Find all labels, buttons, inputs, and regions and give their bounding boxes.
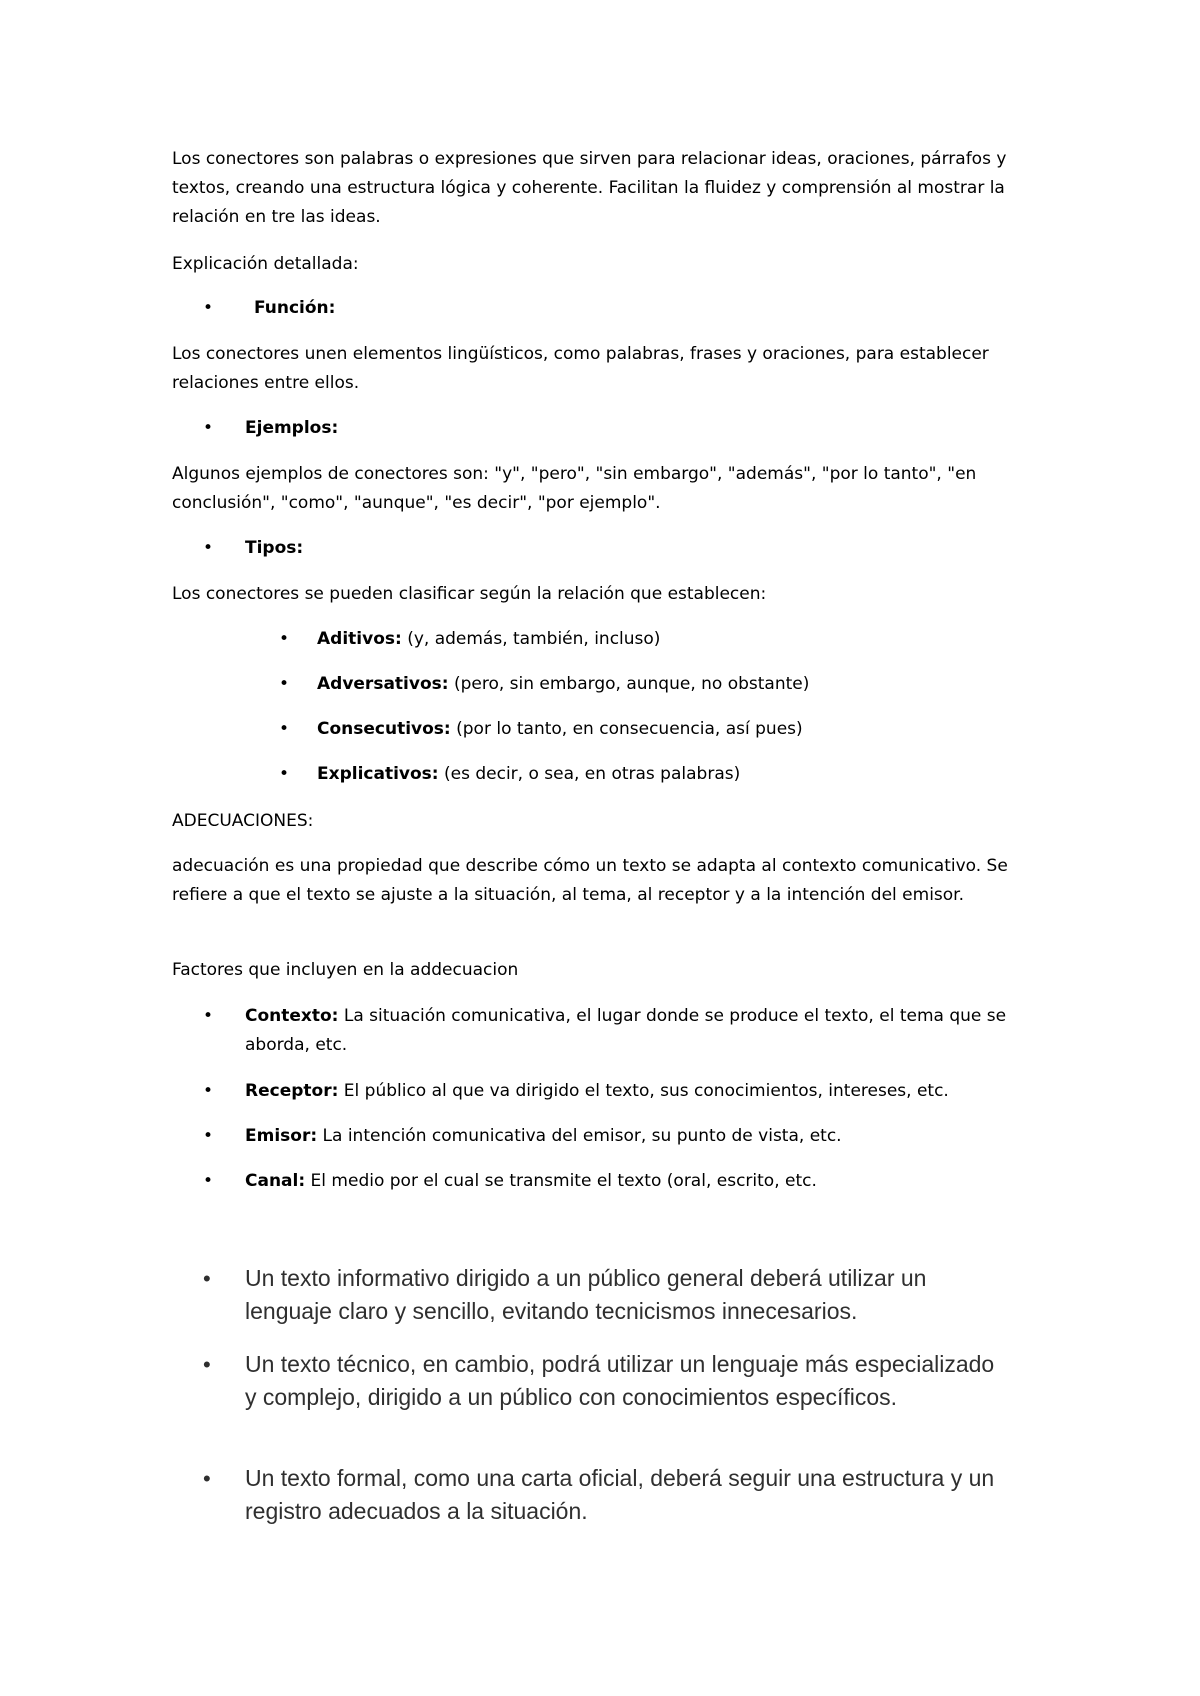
tipo-item	[317, 625, 1037, 654]
explicacion-heading: Explicación detallada:	[172, 254, 359, 274]
factor-item	[245, 1077, 1045, 1106]
factor-text: La situación comunicativa, el lugar donde se produce el texto, el tema que se aborda, etc.	[245, 1006, 1007, 1055]
bullet: •	[203, 1006, 214, 1026]
bullet: •	[203, 1171, 214, 1191]
funcion-text: Los conectores unen elementos lingüísticos, como palabras, frases y oraciones, para establecer relaciones entre ellos.	[172, 344, 989, 393]
adecuaciones-heading: ADECUACIONES:	[172, 811, 314, 831]
bullet: •	[203, 1352, 211, 1377]
ejemplo-final: Un texto técnico, en cambio, podrá utilizar un lenguaje más especializado y complejo, dirigido a un público con conocimientos específicos.	[245, 1351, 995, 1410]
tipo-text: (y, además, también, incluso)	[401, 629, 661, 649]
ejemplo-final: Un texto informativo dirigido a un público general deberá utilizar un lenguaje claro y sencillo, evitando tecnicismos innecesarios.	[245, 1265, 927, 1324]
tipo-item	[317, 670, 1037, 699]
tipo-item	[317, 760, 1037, 789]
factores-heading: Factores que incluyen en la addecuacion	[172, 960, 519, 980]
bullet: •	[279, 719, 290, 739]
tipo-text: (pero, sin embargo, aunque, no obstante)	[448, 674, 810, 694]
bullet: •	[203, 298, 214, 318]
bullet: •	[279, 674, 290, 694]
funcion-label: Función:	[254, 298, 336, 318]
bullet: •	[279, 629, 290, 649]
tipo-label: Adversativos:	[317, 674, 449, 694]
tipos-label: Tipos:	[245, 538, 304, 558]
tipos-text: Los conectores se pueden clasificar según la relación que establecen:	[172, 584, 767, 604]
bullet: •	[203, 1466, 211, 1491]
bullet: •	[279, 764, 290, 784]
adecuacion-definition: adecuación es una propiedad que describe cómo un texto se adapta al contexto comunicativo. Se refiere a que el texto se ajuste a la situación, al tema, al receptor y a la intención del emisor.	[172, 856, 1008, 905]
ejemplos-label: Ejemplos:	[245, 418, 339, 438]
factor-text: El público al que va dirigido el texto, sus conocimientos, intereses, etc.	[338, 1081, 949, 1101]
factor-label: Contexto:	[245, 1006, 339, 1026]
factor-item	[245, 1167, 1045, 1196]
factor-text: La intención comunicativa del emisor, su punto de vista, etc.	[317, 1126, 842, 1146]
tipo-text: (por lo tanto, en consecuencia, así pues)	[450, 719, 803, 739]
factor-label: Emisor:	[245, 1126, 318, 1146]
factor-label: Canal:	[245, 1171, 306, 1191]
bullet: •	[203, 538, 214, 558]
factor-item	[245, 1122, 1045, 1151]
bullet: •	[203, 418, 214, 438]
tipo-text: (es decir, o sea, en otras palabras)	[438, 764, 741, 784]
tipo-label: Consecutivos:	[317, 719, 451, 739]
factor-text: El medio por el cual se transmite el texto (oral, escrito, etc.	[305, 1171, 817, 1191]
intro-paragraph: Los conectores son palabras o expresiones que sirven para relacionar ideas, oraciones, párrafos y textos, creando una estructura lógica y coherente. Facilitan la fluidez y comprensión al mostrar la relación en tre las ideas.	[172, 149, 1007, 227]
tipo-label: Aditivos:	[317, 629, 402, 649]
bullet: •	[203, 1126, 214, 1146]
bullet: •	[203, 1266, 211, 1291]
factor-label: Receptor:	[245, 1081, 339, 1101]
tipo-item	[317, 715, 1037, 744]
ejemplo-final: Un texto formal, como una carta oficial, deberá seguir una estructura y un registro adecuados a la situación.	[245, 1465, 995, 1524]
ejemplos-text: Algunos ejemplos de conectores son: "y", "pero", "sin embargo", "además", "por lo tanto", "en conclusión", "como", "aunque", "es decir", "por ejemplo".	[172, 464, 977, 513]
tipo-label: Explicativos:	[317, 764, 439, 784]
bullet: •	[203, 1081, 214, 1101]
factor-item	[245, 1002, 1045, 1060]
